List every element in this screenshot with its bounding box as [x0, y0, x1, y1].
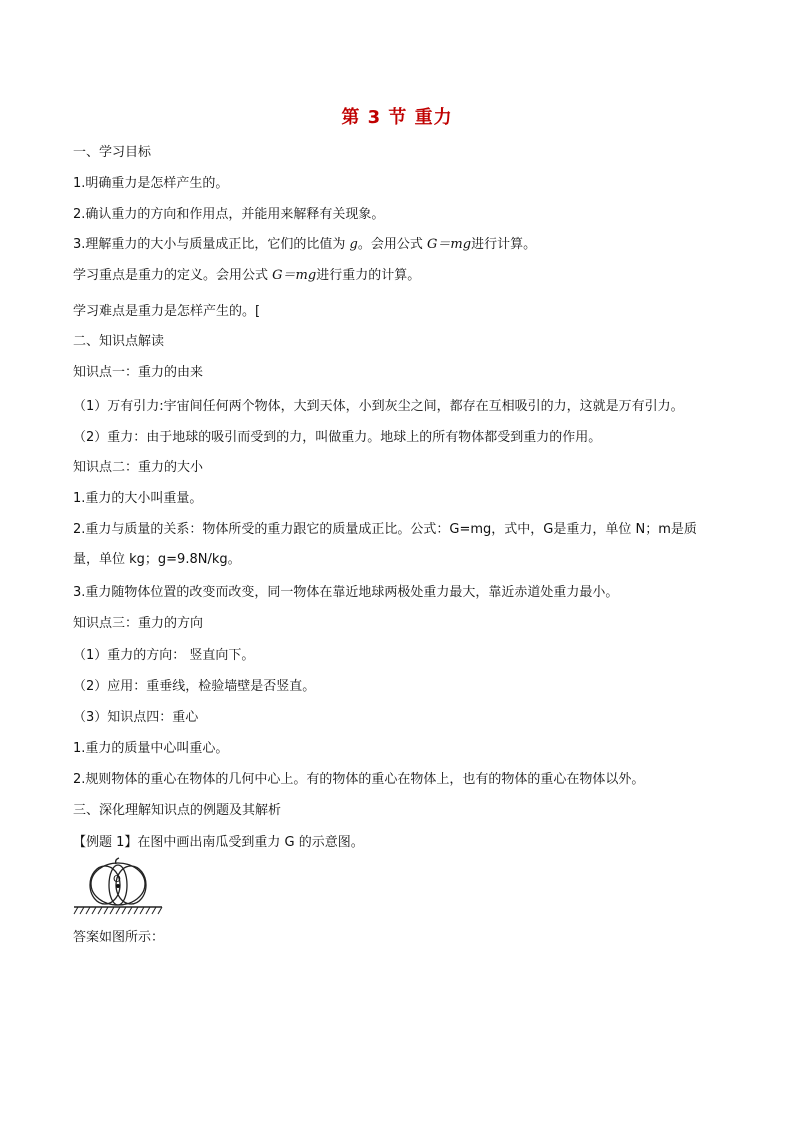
pumpkin-figure [72, 857, 164, 915]
answer-text: 答案如图所示： [73, 930, 165, 945]
knowledge-point-3: 知识点三：重力的方向 [73, 616, 204, 631]
section-heading-goals: 一、学习目标 [73, 145, 152, 160]
paragraph-gravity-mass-relation: 2.重力与质量的关系：物体所受的重力跟它的质量成正比。公式：G=mg，式中，G是重力，单位 N；m是质 [73, 522, 697, 537]
paragraph-gravity-location: 3.重力随物体位置的改变而改变，同一物体在靠近地球两极处重力最大，靠近赤道处重力最小。 [73, 585, 619, 600]
paragraph-weight: 1.重力的大小叫重量。 [73, 491, 203, 506]
paragraph-gravity-definition: （2）重力：由于地球的吸引而受到的力，叫做重力。地球上的所有物体都受到重力的作用。 [73, 430, 602, 445]
paragraph-regular-object-center: 2.规则物体的重心在物体的几何中心上。有的物体的重心在物体上，也有的物体的重心在物体以外。 [73, 772, 645, 787]
difficult-point: 学习难点是重力是怎样产生的。[ [73, 304, 261, 319]
section-heading-examples: 三、深化理解知识点的例题及其解析 [73, 803, 282, 818]
paragraph-gravity-mass-relation-cont: 量，单位 kg；g=9.8N/kg。 [73, 552, 241, 567]
page-title: 第 3 节 重力 [341, 107, 453, 128]
paragraph-gravity-direction: （1）重力的方向： 竖直向下。 [73, 648, 255, 663]
paragraph-center-of-gravity: 1.重力的质量中心叫重心。 [73, 741, 229, 756]
knowledge-point-1: 知识点一：重力的由来 [73, 365, 204, 380]
paragraph-plumb-line: （2）应用：重垂线，检验墙壁是否竖直。 [73, 679, 316, 694]
goal-item-1: 1.明确重力是怎样产生的。 [73, 176, 229, 191]
goal-item-3: 3.理解重力的大小与质量成正比，它们的比值为 g。会用公式 G＝mg进行计算。 [73, 237, 537, 252]
paragraph-universal-gravitation: （1）万有引力:宇宙间任何两个物体，大到天体，小到灰尘之间，都存在互相吸引的力，这就是万有引力。 [73, 399, 684, 414]
knowledge-point-4: （3）知识点四：重心 [73, 710, 199, 725]
key-point: 学习重点是重力的定义。会用公式 G＝mg进行重力的计算。 [73, 268, 421, 283]
goal-item-2: 2.确认重力的方向和作用点，并能用来解释有关现象。 [73, 207, 385, 222]
center-label: O [113, 874, 121, 885]
example-1-question: 【例题 1】在图中画出南瓜受到重力 G 的示意图。 [73, 835, 364, 850]
section-heading-knowledge: 二、知识点解读 [73, 334, 165, 349]
knowledge-point-2: 知识点二：重力的大小 [73, 460, 204, 475]
